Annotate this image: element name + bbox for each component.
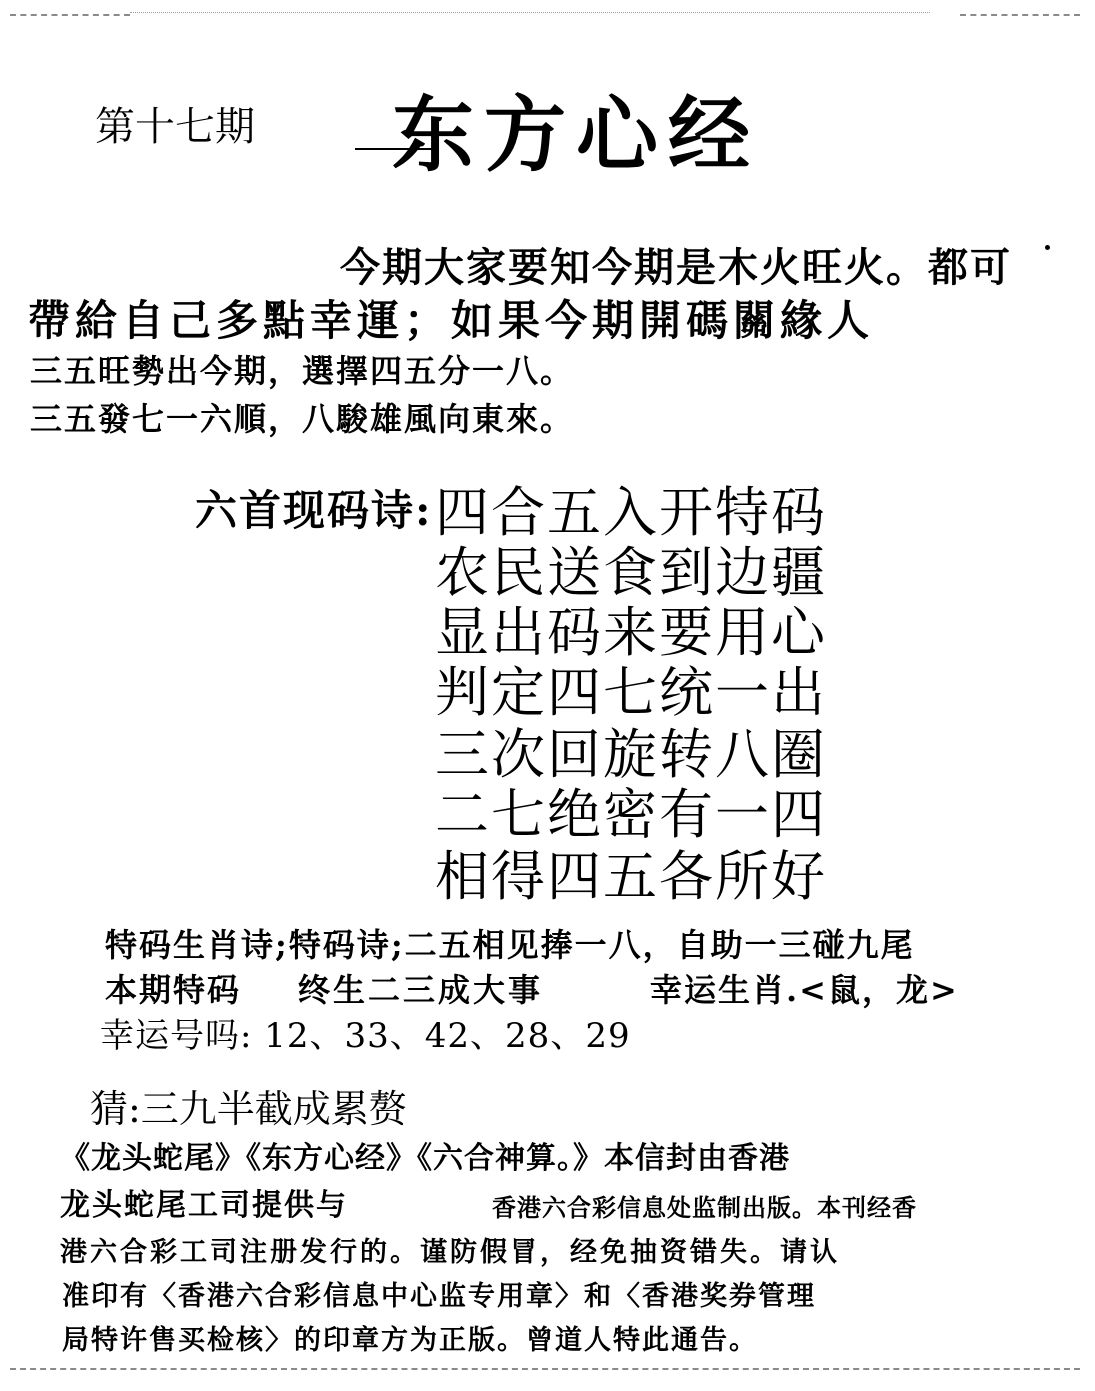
riddle-guess: 猜:三九半截成累赘 <box>90 1087 407 1131</box>
poem-label: 六首现码诗: <box>195 486 433 535</box>
notice-line-4: 准印有〈香港六合彩信息中心监专用章〉和〈香港奖券管理 <box>62 1281 816 1312</box>
lucky-zodiac: 幸运生肖.<鼠，龙> <box>650 971 959 1009</box>
intro-line-1: 今期大家要知今期是木火旺火。都可 <box>340 244 1012 291</box>
page-title: 东方心经 <box>392 88 761 183</box>
top-border-center <box>130 12 930 13</box>
poem-line: 农民送食到边疆 <box>435 541 827 604</box>
poem-line: 相得四五各所好 <box>435 845 827 908</box>
top-border-right <box>960 14 1080 16</box>
poem-line: 判定四七统一出 <box>435 661 827 724</box>
poem-line: 四合五入开特码 <box>435 481 827 544</box>
intro-line-4: 三五發七一六順，八駿雄風向東來。 <box>30 400 575 438</box>
intro-line-2: 帶給自己多點幸運；如果今期開碼關緣人 <box>28 296 875 345</box>
top-border-left <box>10 14 130 16</box>
bottom-border <box>10 1368 1080 1370</box>
issue-number: 第十七期 <box>95 104 255 149</box>
special-code-label: 本期特码 <box>105 971 242 1009</box>
special-code-text: 终生二三成大事 <box>298 971 544 1009</box>
notice-line-2b: 香港六合彩信息处监制出版。本刊经香 <box>492 1193 917 1222</box>
poem-line: 二七绝密有一四 <box>435 783 827 846</box>
notice-line-1: 《龙头蛇尾》《东方心经》《六合神算。》本信封由香港 <box>60 1141 790 1176</box>
lucky-numbers: 幸运号吗: 12、33、42、28、29 <box>100 1016 631 1056</box>
poem-line: 三次回旋转八圈 <box>435 723 827 786</box>
zodiac-poem-line: 特码生肖诗;特码诗;二五相见捧一八，自助一三碰九尾 <box>105 926 915 964</box>
print-speck <box>1045 245 1050 250</box>
poem-line: 显出码来要用心 <box>435 601 827 664</box>
notice-line-5: 局特许售买检核〉的印章方为正版。曾道人特此通告。 <box>62 1325 758 1356</box>
notice-line-2a: 龙头蛇尾工司提供与 <box>60 1188 348 1223</box>
intro-line-3: 三五旺勢出今期，選擇四五分一八。 <box>30 352 575 390</box>
notice-line-3: 港六合彩工司注册发行的。谨防假冒，经免抽资错失。请认 <box>60 1237 840 1268</box>
